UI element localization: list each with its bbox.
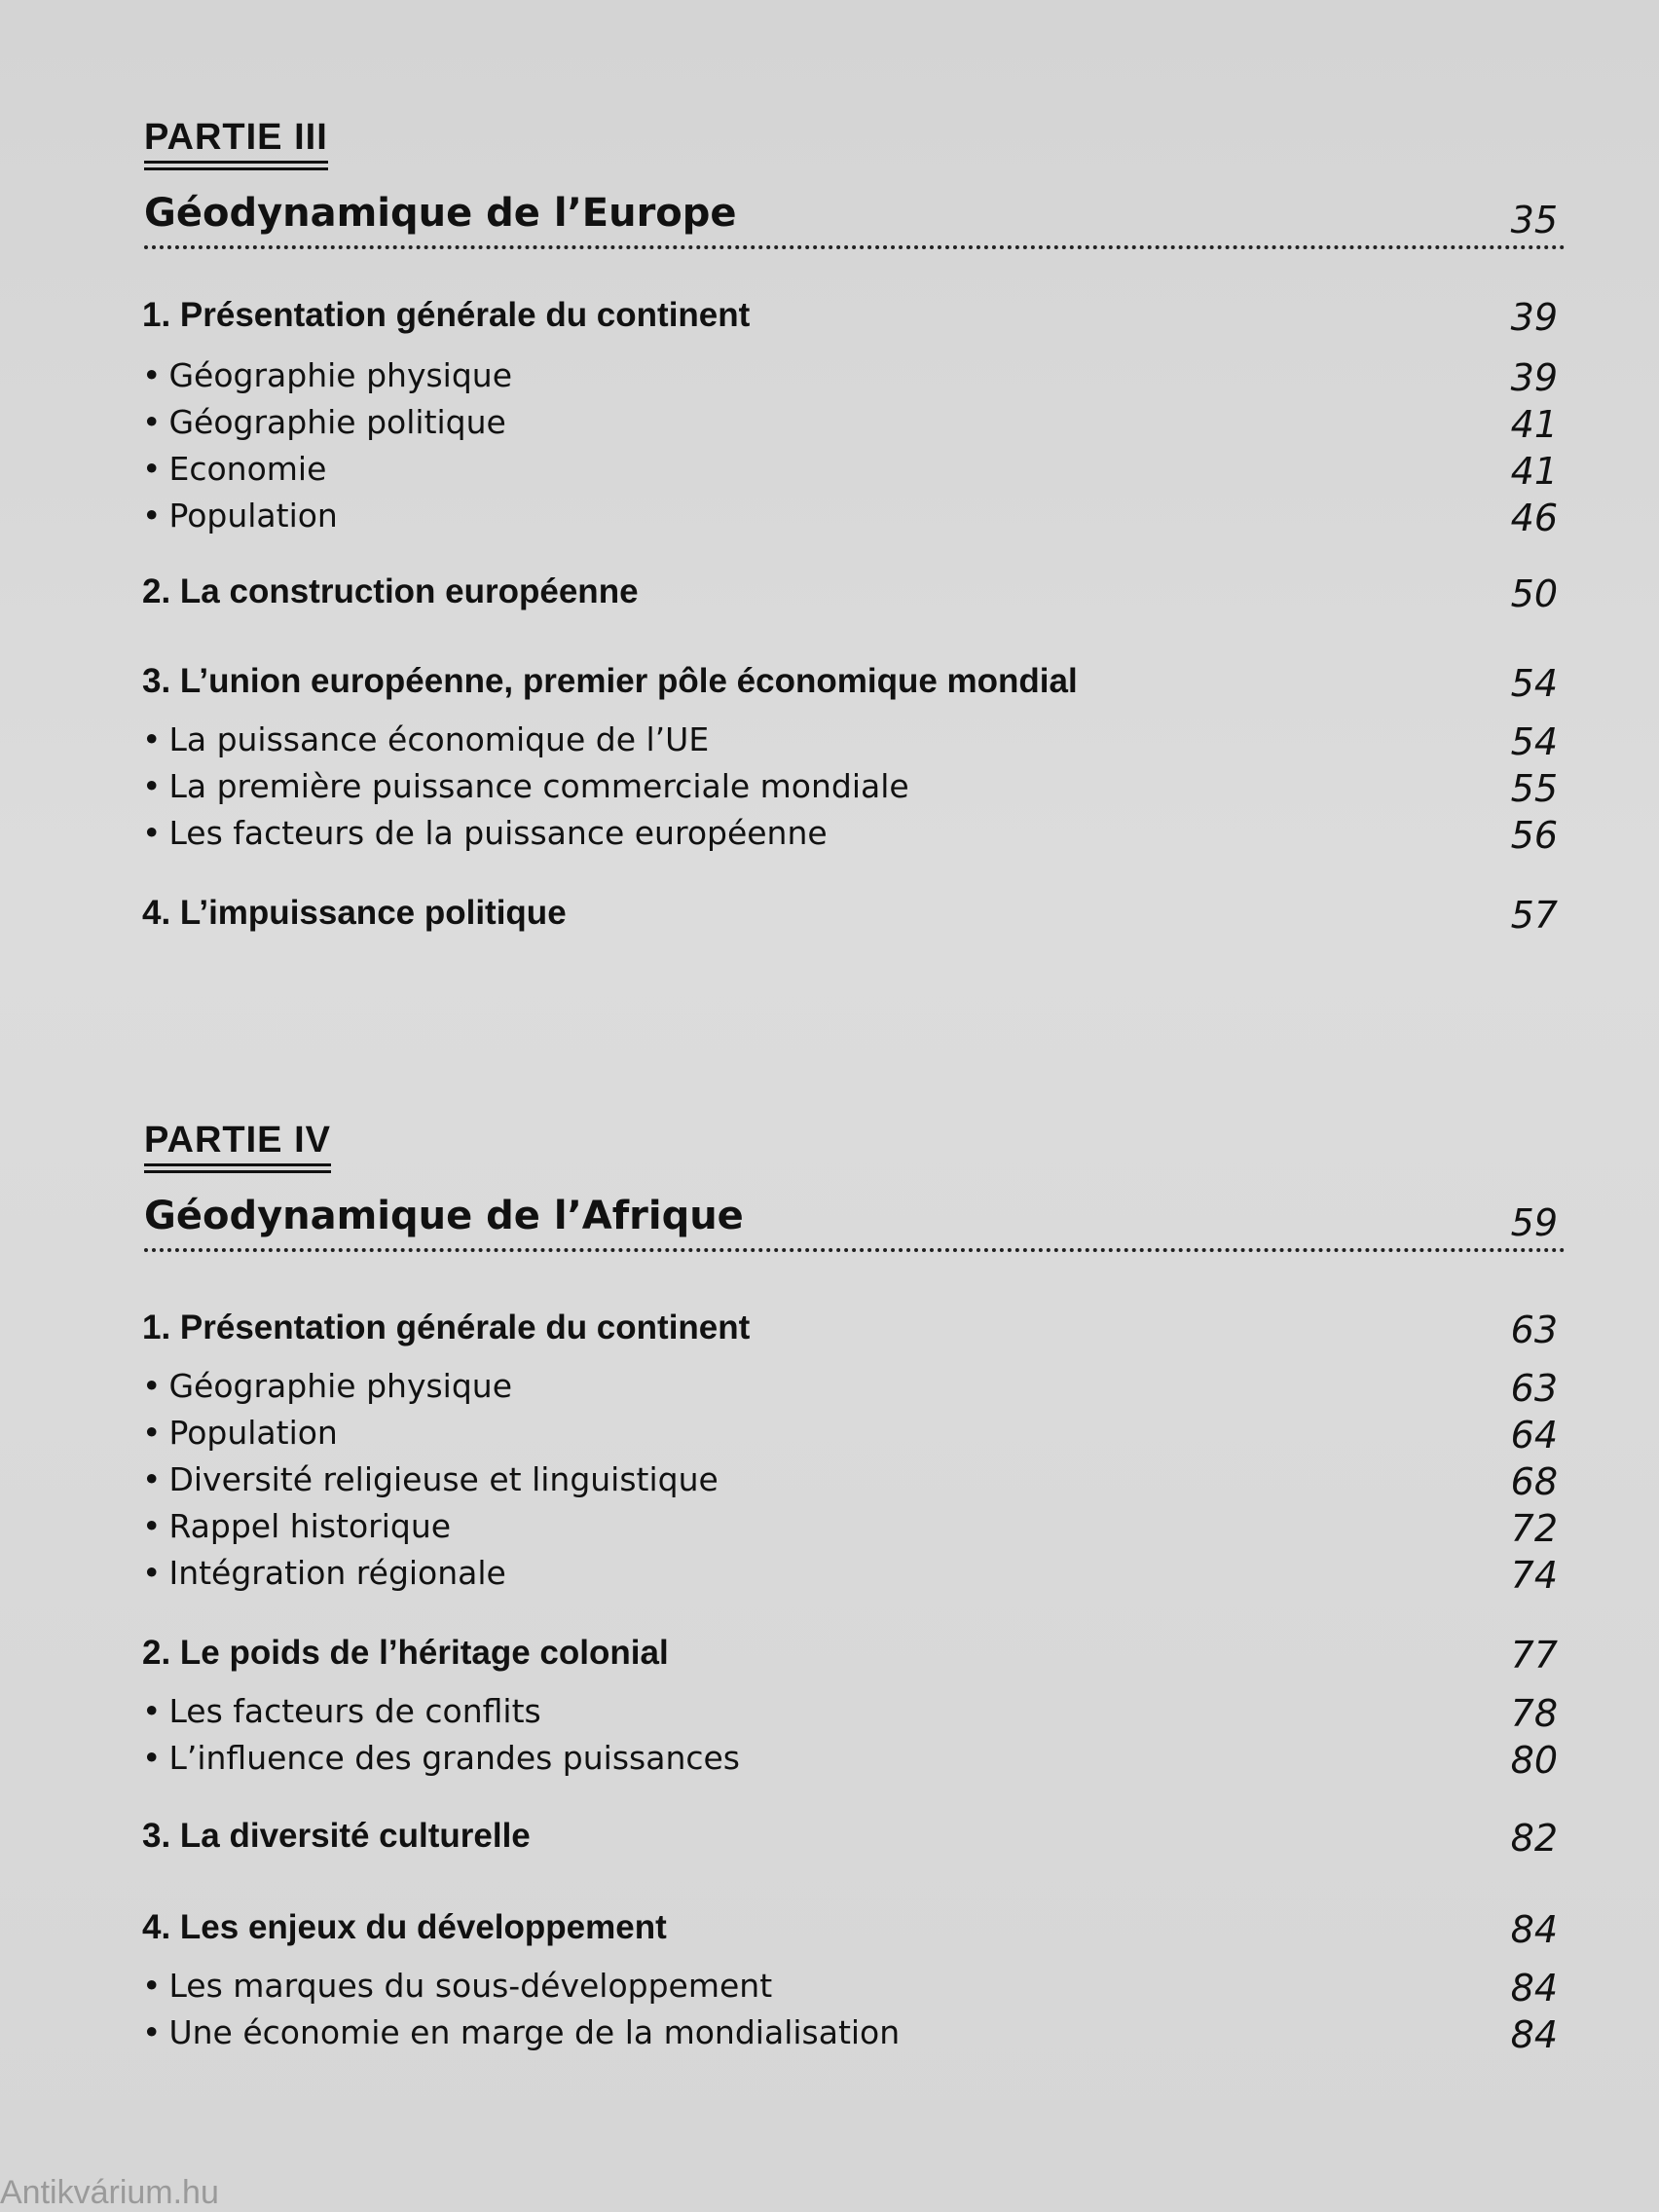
toc-section (142, 894, 1566, 940)
toc-section (142, 1908, 1566, 1955)
page-number: 50 (1510, 572, 1558, 615)
toc-section (142, 296, 1566, 343)
item-title: Diversité religieuse et linguistique (168, 1460, 719, 1498)
toc-item (142, 720, 1566, 767)
item-title: Population (168, 1414, 338, 1452)
part-title-text: Géodynamique de l’Europe (144, 191, 737, 236)
part-label: PARTIE IV (144, 1120, 331, 1166)
page-number: 68 (1510, 1460, 1558, 1503)
bullet-icon: • (142, 1367, 162, 1405)
toc-item (142, 1692, 1566, 1739)
item-title: Les marques du sous-développement (168, 1967, 773, 2005)
item-title: Géographie physique (168, 356, 513, 394)
toc-section (142, 1309, 1566, 1355)
toc-item (142, 814, 1566, 861)
toc-section (142, 572, 1566, 619)
bullet-icon: • (142, 1414, 162, 1452)
bullet-icon: • (142, 356, 162, 394)
section-title: 4. Les enjeux du développement (142, 1908, 667, 1946)
page-number: 41 (1510, 450, 1558, 493)
page-number: 72 (1510, 1507, 1558, 1550)
page-number: 84 (1510, 1967, 1558, 2009)
part-title-text: Géodynamique de l’Afrique (144, 1194, 744, 1238)
section-title: 3. La diversité culturelle (142, 1817, 531, 1855)
page-number: 77 (1510, 1634, 1558, 1677)
item-title: Economie (168, 450, 327, 488)
page-number: 78 (1510, 1692, 1558, 1735)
page-number: 39 (1510, 356, 1558, 399)
toc-section (142, 1634, 1566, 1680)
section-title: 4. L’impuissance politique (142, 894, 567, 932)
toc-item (142, 1507, 1566, 1554)
toc-item (142, 1739, 1566, 1786)
watermark: Antikvárium.hu (0, 2174, 219, 2211)
bullet-icon: • (142, 767, 162, 805)
page-number: 39 (1510, 296, 1558, 339)
page-number: 84 (1510, 2013, 1558, 2056)
bullet-icon: • (142, 2013, 162, 2051)
section-title: 1. Présentation générale du continent (142, 1309, 751, 1346)
toc-item (142, 356, 1566, 403)
page-number: 84 (1510, 1908, 1558, 1951)
item-title: L’influence des grandes puissances (168, 1739, 740, 1777)
bullet-icon: • (142, 1739, 162, 1777)
bullet-icon: • (142, 1967, 162, 2005)
item-title: Rappel historique (168, 1507, 452, 1545)
section-title: 2. Le poids de l’héritage colonial (142, 1634, 669, 1672)
page-number: 55 (1510, 767, 1558, 810)
page-number: 74 (1510, 1554, 1558, 1597)
toc-item (142, 1554, 1566, 1601)
page-number: 56 (1510, 814, 1558, 857)
toc-item (142, 1460, 1566, 1507)
page-number: 46 (1510, 497, 1558, 539)
toc-item (142, 403, 1566, 450)
bullet-icon: • (142, 1692, 162, 1730)
bullet-icon: • (142, 497, 162, 535)
toc-section (142, 1817, 1566, 1863)
part-title (144, 191, 1566, 249)
bullet-icon: • (142, 1554, 162, 1592)
bullet-icon: • (142, 403, 162, 441)
page-number: 54 (1510, 662, 1558, 705)
toc-item (142, 1967, 1566, 2013)
section-title: 1. Présentation générale du continent (142, 296, 751, 334)
part-label: PARTIE III (144, 117, 328, 164)
bullet-icon: • (142, 720, 162, 758)
page-number: 54 (1510, 720, 1558, 763)
toc-item (142, 1414, 1566, 1460)
page-number: 63 (1510, 1309, 1558, 1351)
toc-item (142, 1367, 1566, 1414)
item-title: Géographie politique (168, 403, 506, 441)
toc-item (142, 767, 1566, 814)
page-number: 57 (1510, 894, 1558, 937)
item-title: Les facteurs de la puissance européenne (168, 814, 828, 852)
page-number: 64 (1510, 1414, 1558, 1456)
bullet-icon: • (142, 1460, 162, 1498)
page-number: 63 (1510, 1367, 1558, 1410)
page-number: 41 (1510, 403, 1558, 446)
section-title: 2. La construction européenne (142, 572, 639, 610)
item-title: Intégration régionale (168, 1554, 506, 1592)
part-page-number: 35 (1510, 199, 1558, 241)
bullet-icon: • (142, 1507, 162, 1545)
item-title: Géographie physique (168, 1367, 513, 1405)
item-title: Les facteurs de conflits (168, 1692, 541, 1730)
item-title: La puissance économique de l’UE (168, 720, 710, 758)
item-title: Une économie en marge de la mondialisation (168, 2013, 901, 2051)
part-title (144, 1194, 1566, 1252)
bullet-icon: • (142, 450, 162, 488)
item-title: La première puissance commerciale mondiale (168, 767, 909, 805)
item-title: Population (168, 497, 338, 535)
bullet-icon: • (142, 814, 162, 852)
toc-item (142, 497, 1566, 543)
toc-section (142, 662, 1566, 709)
page-number: 80 (1510, 1739, 1558, 1782)
page-number: 82 (1510, 1817, 1558, 1860)
toc-item (142, 450, 1566, 497)
toc-item (142, 2013, 1566, 2060)
section-title: 3. L’union européenne, premier pôle économique mondial (142, 662, 1078, 700)
part-page-number: 59 (1510, 1201, 1558, 1244)
